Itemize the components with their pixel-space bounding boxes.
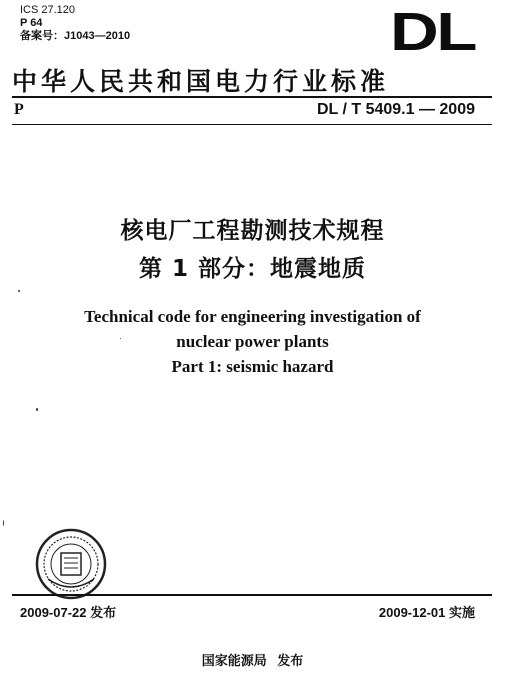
record-number: 备案号：J1043—2010 [20, 30, 131, 42]
standard-number: DL / T 5409.1 — 2009 [316, 101, 475, 118]
issued-date: 2009-07-22 发布 [20, 605, 117, 620]
footer-divider [12, 594, 492, 596]
standard-category: P [14, 101, 24, 118]
dl-logo: DL [390, 2, 475, 62]
scan-speck [120, 338, 121, 339]
publisher-seal-icon [34, 527, 108, 601]
number-divider [12, 124, 492, 125]
scan-speck [18, 290, 20, 292]
chinese-title-line-2: 第 1 部分：地震地质 [138, 256, 367, 282]
scan-speck [3, 520, 4, 526]
english-title-line-2: nuclear power plants [176, 332, 329, 351]
publisher: 国家能源局 发布 [201, 654, 304, 669]
header-divider [12, 96, 492, 98]
standard-title: 中华人民共和国电力行业标准 [12, 67, 390, 96]
chinese-title-line-1: 核电厂工程勘测技术规程 [120, 218, 385, 244]
ccs-code: P 64 [20, 17, 43, 29]
ics-code: ICS 27.120 [20, 4, 76, 16]
implementation-date: 2009-12-01 实施 [378, 605, 475, 620]
english-title-line-3: Part 1: seismic hazard [171, 357, 334, 376]
english-title-line-1: Technical code for engineering investigation of [84, 307, 421, 326]
scan-speck [36, 408, 38, 411]
